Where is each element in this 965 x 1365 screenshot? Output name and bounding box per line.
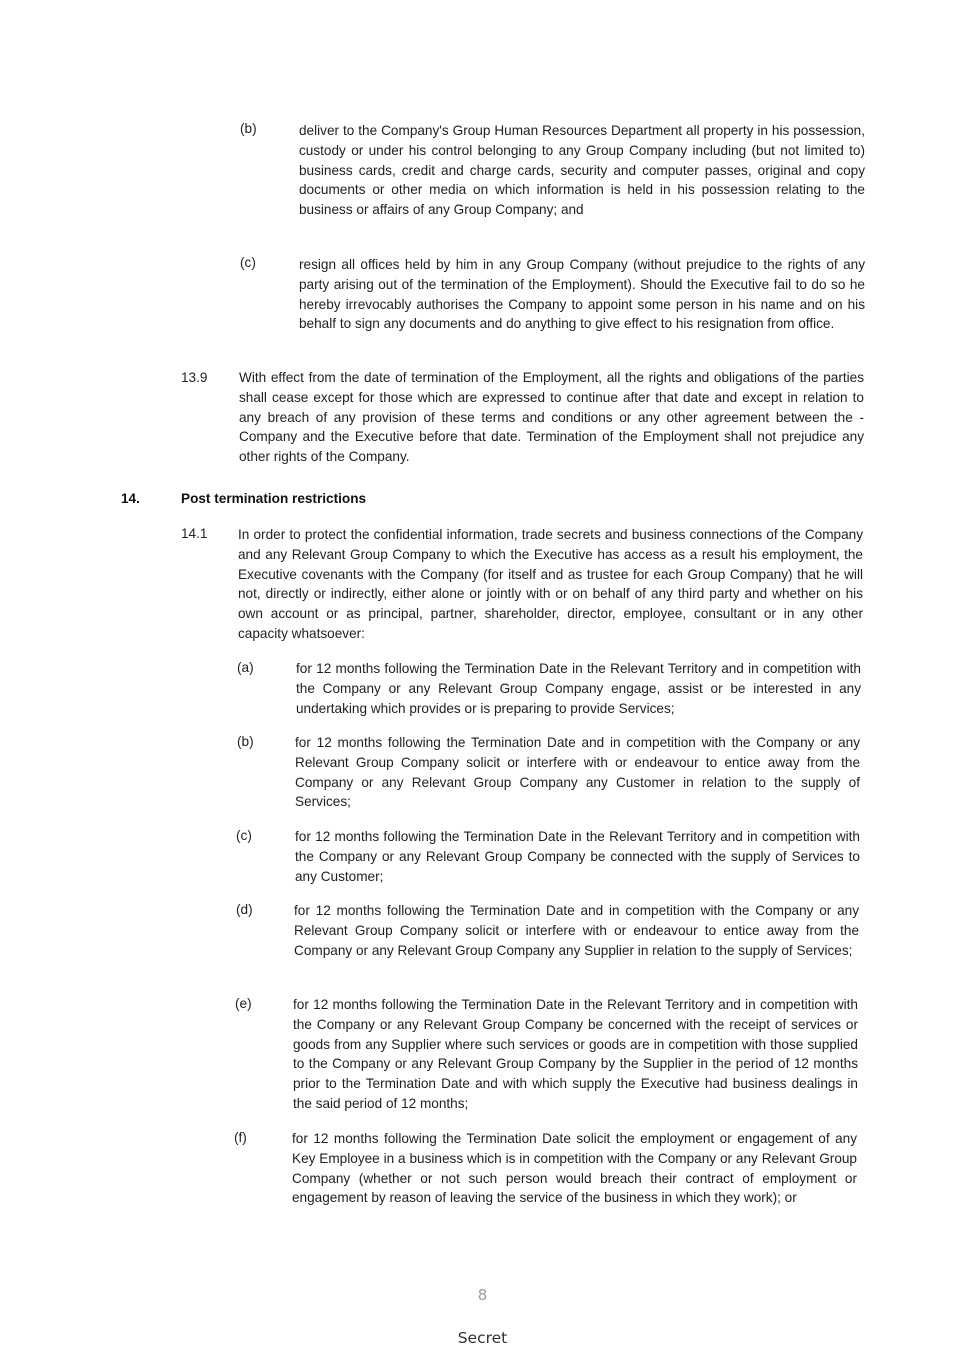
item-label-13-8-c: (c) — [240, 255, 256, 270]
item-text-13-8-b: deliver to the Company's Group Human Resources Department all property in his possession, custody or under his control belonging to any Group Company including (but not limited to) business cards, credit and charge cards, security and computer passes, original and copy documents or other media on which information is held in his possession relating to the business or affairs of any Group Company; and — [299, 123, 865, 218]
section-title-14: Post termination restrictions — [181, 491, 367, 506]
item-label-14-1-b: (b) — [237, 734, 254, 749]
clause-number-13-9: 13.9 — [181, 370, 208, 385]
security-classification: Secret — [457, 1329, 508, 1347]
item-label-14-1-c: (c) — [236, 828, 252, 843]
item-label-14-1-f: (f) — [234, 1130, 247, 1145]
section-number-14: 14. — [121, 491, 140, 506]
clause-text-13-9: With effect from the date of termination of the Employment, all the rights and obligations of the parties shall cease except for those which are expressed to continue after that date and except in relation to any breach of any provision of these terms and conditions or any other agreement between the - Company and the Executive before that date. Termination of the Employment shall not prejudice any other rights of the Company. — [239, 370, 864, 465]
item-label-14-1-d: (d) — [236, 902, 253, 917]
clause-text-14-1: In order to protect the confidential information, trade secrets and business connections of the Company and any Relevant Group Company to which the Executive has access as a result his employment, the Executive covenants with the Company (for itself and as trustee for each Group Company) that he will not, directly or indirectly, either alone or jointly with or on behalf of any third party and whether on his own account or as principal, partner, shareholder, director, employee, consultant or in any other capacity whatsoever: — [238, 527, 863, 641]
item-text-14-1-e: for 12 months following the Termination Date in the Relevant Territory and in competition with the Company or any Relevant Group Company be concerned with the receipt of services or goods from any Supplier where such services or goods are in competition with those supplied to the Company or any Relevant Group Company by the Supplier in the period of 12 months prior to the Termination Date and with which supply the Executive had business dealings in the said period of 12 months; — [293, 997, 858, 1111]
clause-number-14-1: 14.1 — [181, 526, 208, 541]
item-label-14-1-a: (a) — [237, 660, 254, 675]
item-text-14-1-c: for 12 months following the Termination Date in the Relevant Territory and in competition with the Company or any Relevant Group Company be connected with the supply of Services to any Customer; — [295, 829, 860, 884]
item-label-14-1-e: (e) — [235, 996, 252, 1011]
item-text-14-1-f: for 12 months following the Termination Date solicit the employment or engagement of any Key Employee in a business which is in competition with the Company or any Relevant Group Company (whether or not such person would breach their contract of employment or engagement by reason of leaving the service of the business in which they work); or — [292, 1131, 857, 1206]
item-text-14-1-b: for 12 months following the Termination Date and in competition with the Company or any Relevant Group Company solicit or interfere with or endeavour to entice away from the Company or any Relevant Group Company any Customer in relation to the supply of Services; — [295, 735, 860, 810]
page-number: 8 — [477, 1286, 488, 1304]
item-text-14-1-a: for 12 months following the Termination Date in the Relevant Territory and in competition with the Company or any Relevant Group Company engage, assist or be interested in any undertaking which provides or is preparing to provide Services; — [296, 661, 861, 716]
item-text-14-1-d: for 12 months following the Termination Date and in competition with the Company or any Relevant Group Company solicit or interfere with or endeavour to entice away from the Company or any Relevant Group Company any Supplier in relation to the supply of Services; — [294, 903, 859, 958]
item-label-13-8-b: (b) — [240, 121, 257, 136]
item-text-13-8-c: resign all offices held by him in any Group Company (without prejudice to the rights of any party arising out of the termination of the Employment). Should the Executive fail to do so he hereby irrevocably authorises the Company to appoint some person in his name and on his behalf to sign any documents and do anything to give effect to his resignation from office. — [299, 257, 865, 332]
